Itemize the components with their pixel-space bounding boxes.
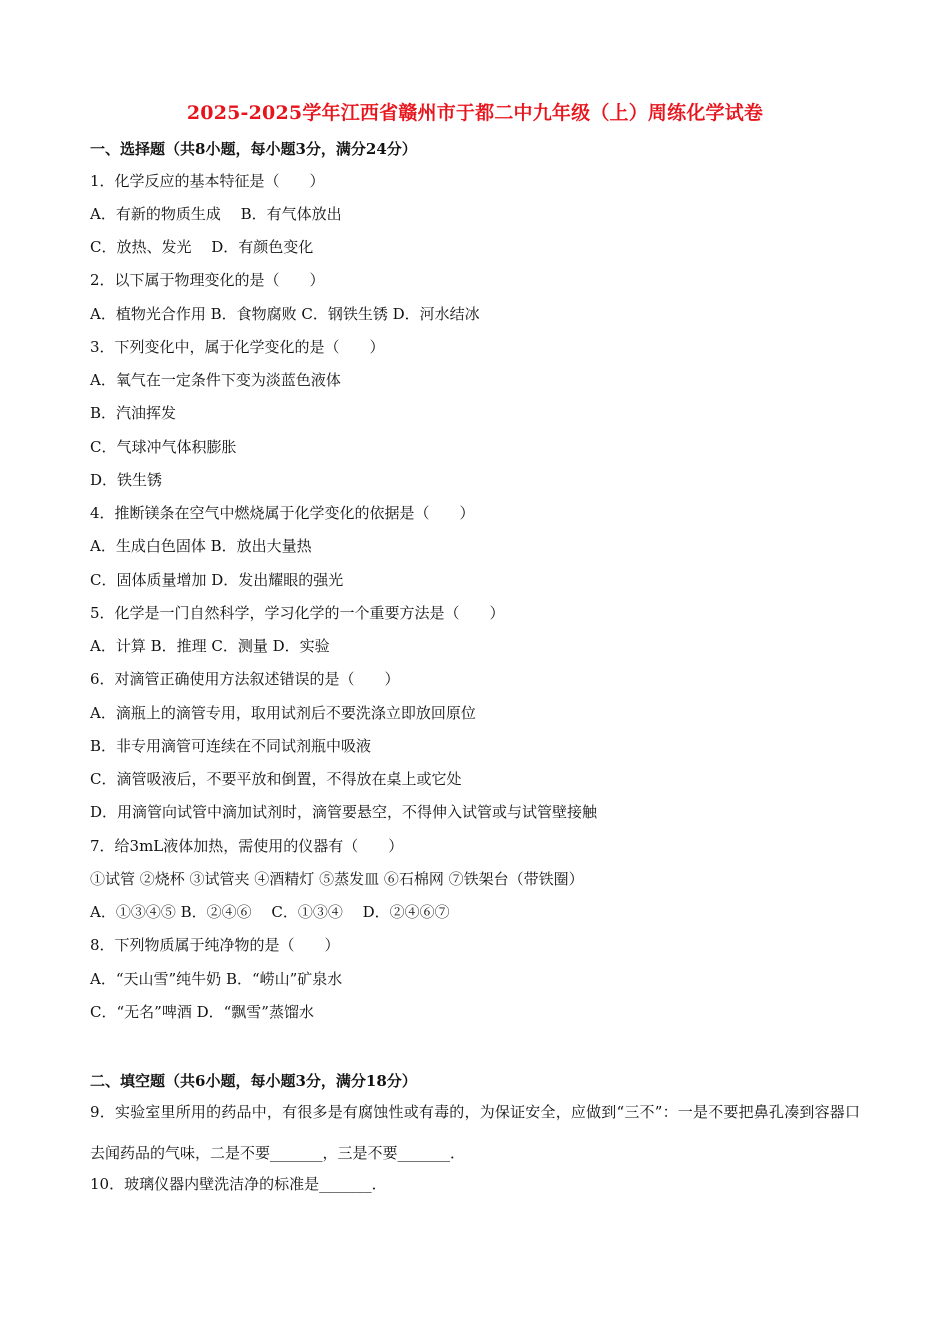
q6-option-b: B．非专用滴管可连续在不同试剂瓶中吸液 — [90, 737, 372, 755]
q6-stem: 6．对滴管正确使用方法叙述错误的是（ ） — [90, 670, 400, 688]
q1-options-cd: C．放热、发光 D．有颜色变化 — [90, 238, 314, 256]
q3-option-a: A．氧气在一定条件下变为淡蓝色液体 — [90, 371, 341, 389]
section-1-heading: 一、选择题（共8小题，每小题3分，满分24分） — [90, 140, 417, 158]
q4-options-cd: C．固体质量增加 D．发出耀眼的强光 — [90, 571, 344, 589]
q7-instrument-list: ①试管 ②烧杯 ③试管夹 ④酒精灯 ⑤蒸发皿 ⑥石棉网 ⑦铁架台（带铁圈） — [90, 870, 584, 888]
q5-options: A．计算 B．推理 C．测量 D．实验 — [90, 637, 330, 655]
q10-text: 10．玻璃仪器内壁洗洁净的标准是_______． — [90, 1175, 387, 1193]
q8-options-ab: A．“天山雪”纯牛奶 B．“崂山”矿泉水 — [90, 970, 343, 988]
q1-stem: 1．化学反应的基本特征是（ ） — [90, 172, 325, 190]
q6-option-c: C．滴管吸液后，不要平放和倒置，不得放在桌上或它处 — [90, 770, 462, 788]
q3-option-c: C．气球冲气体积膨胀 — [90, 438, 237, 456]
q3-option-d: D．铁生锈 — [90, 471, 163, 489]
section-2-heading: 二、填空题（共6小题，每小题3分，满分18分） — [90, 1072, 417, 1090]
q8-options-cd: C．“无名”啤酒 D．“飘雪”蒸馏水 — [90, 1003, 314, 1021]
q7-options: A．①③④⑤ B．②④⑥ C．①③④ D．②④⑥⑦ — [90, 903, 450, 921]
q5-stem: 5．化学是一门自然科学，学习化学的一个重要方法是（ ） — [90, 604, 505, 622]
q7-stem: 7．给3mL液体加热，需使用的仪器有（ ） — [90, 837, 404, 855]
q1-options-ab: A．有新的物质生成 B．有气体放出 — [90, 205, 342, 223]
q4-options-ab: A．生成白色固体 B．放出大量热 — [90, 537, 312, 555]
q2-stem: 2．以下属于物理变化的是（ ） — [90, 271, 325, 289]
q4-stem: 4．推断镁条在空气中燃烧属于化学变化的依据是（ ） — [90, 504, 475, 522]
q2-options: A．植物光合作用 B．食物腐败 C．钢铁生锈 D．河水结冰 — [90, 305, 480, 323]
document-title: 2025-2025学年江西省赣州市于都二中九年级（上）周练化学试卷 — [186, 102, 764, 124]
q3-option-b: B．汽油挥发 — [90, 404, 177, 422]
q6-option-d: D．用滴管向试管中滴加试剂时，滴管要悬空，不得伸入试管或与试管壁接触 — [90, 803, 598, 821]
q8-stem: 8．下列物质属于纯净物的是（ ） — [90, 936, 340, 954]
q3-stem: 3．下列变化中，属于化学变化的是（ ） — [90, 338, 385, 356]
q9-text: 9．实验室里所用的药品中，有很多是有腐蚀性或有毒的，为保证安全，应做到“三不”：一是不要把鼻孔凑到容器口去闻药品的气味，二是不要_______，三是不要_______． — [90, 1103, 860, 1162]
q6-option-a: A．滴瓶上的滴管专用，取用试剂后不要洗涤立即放回原位 — [90, 704, 476, 722]
